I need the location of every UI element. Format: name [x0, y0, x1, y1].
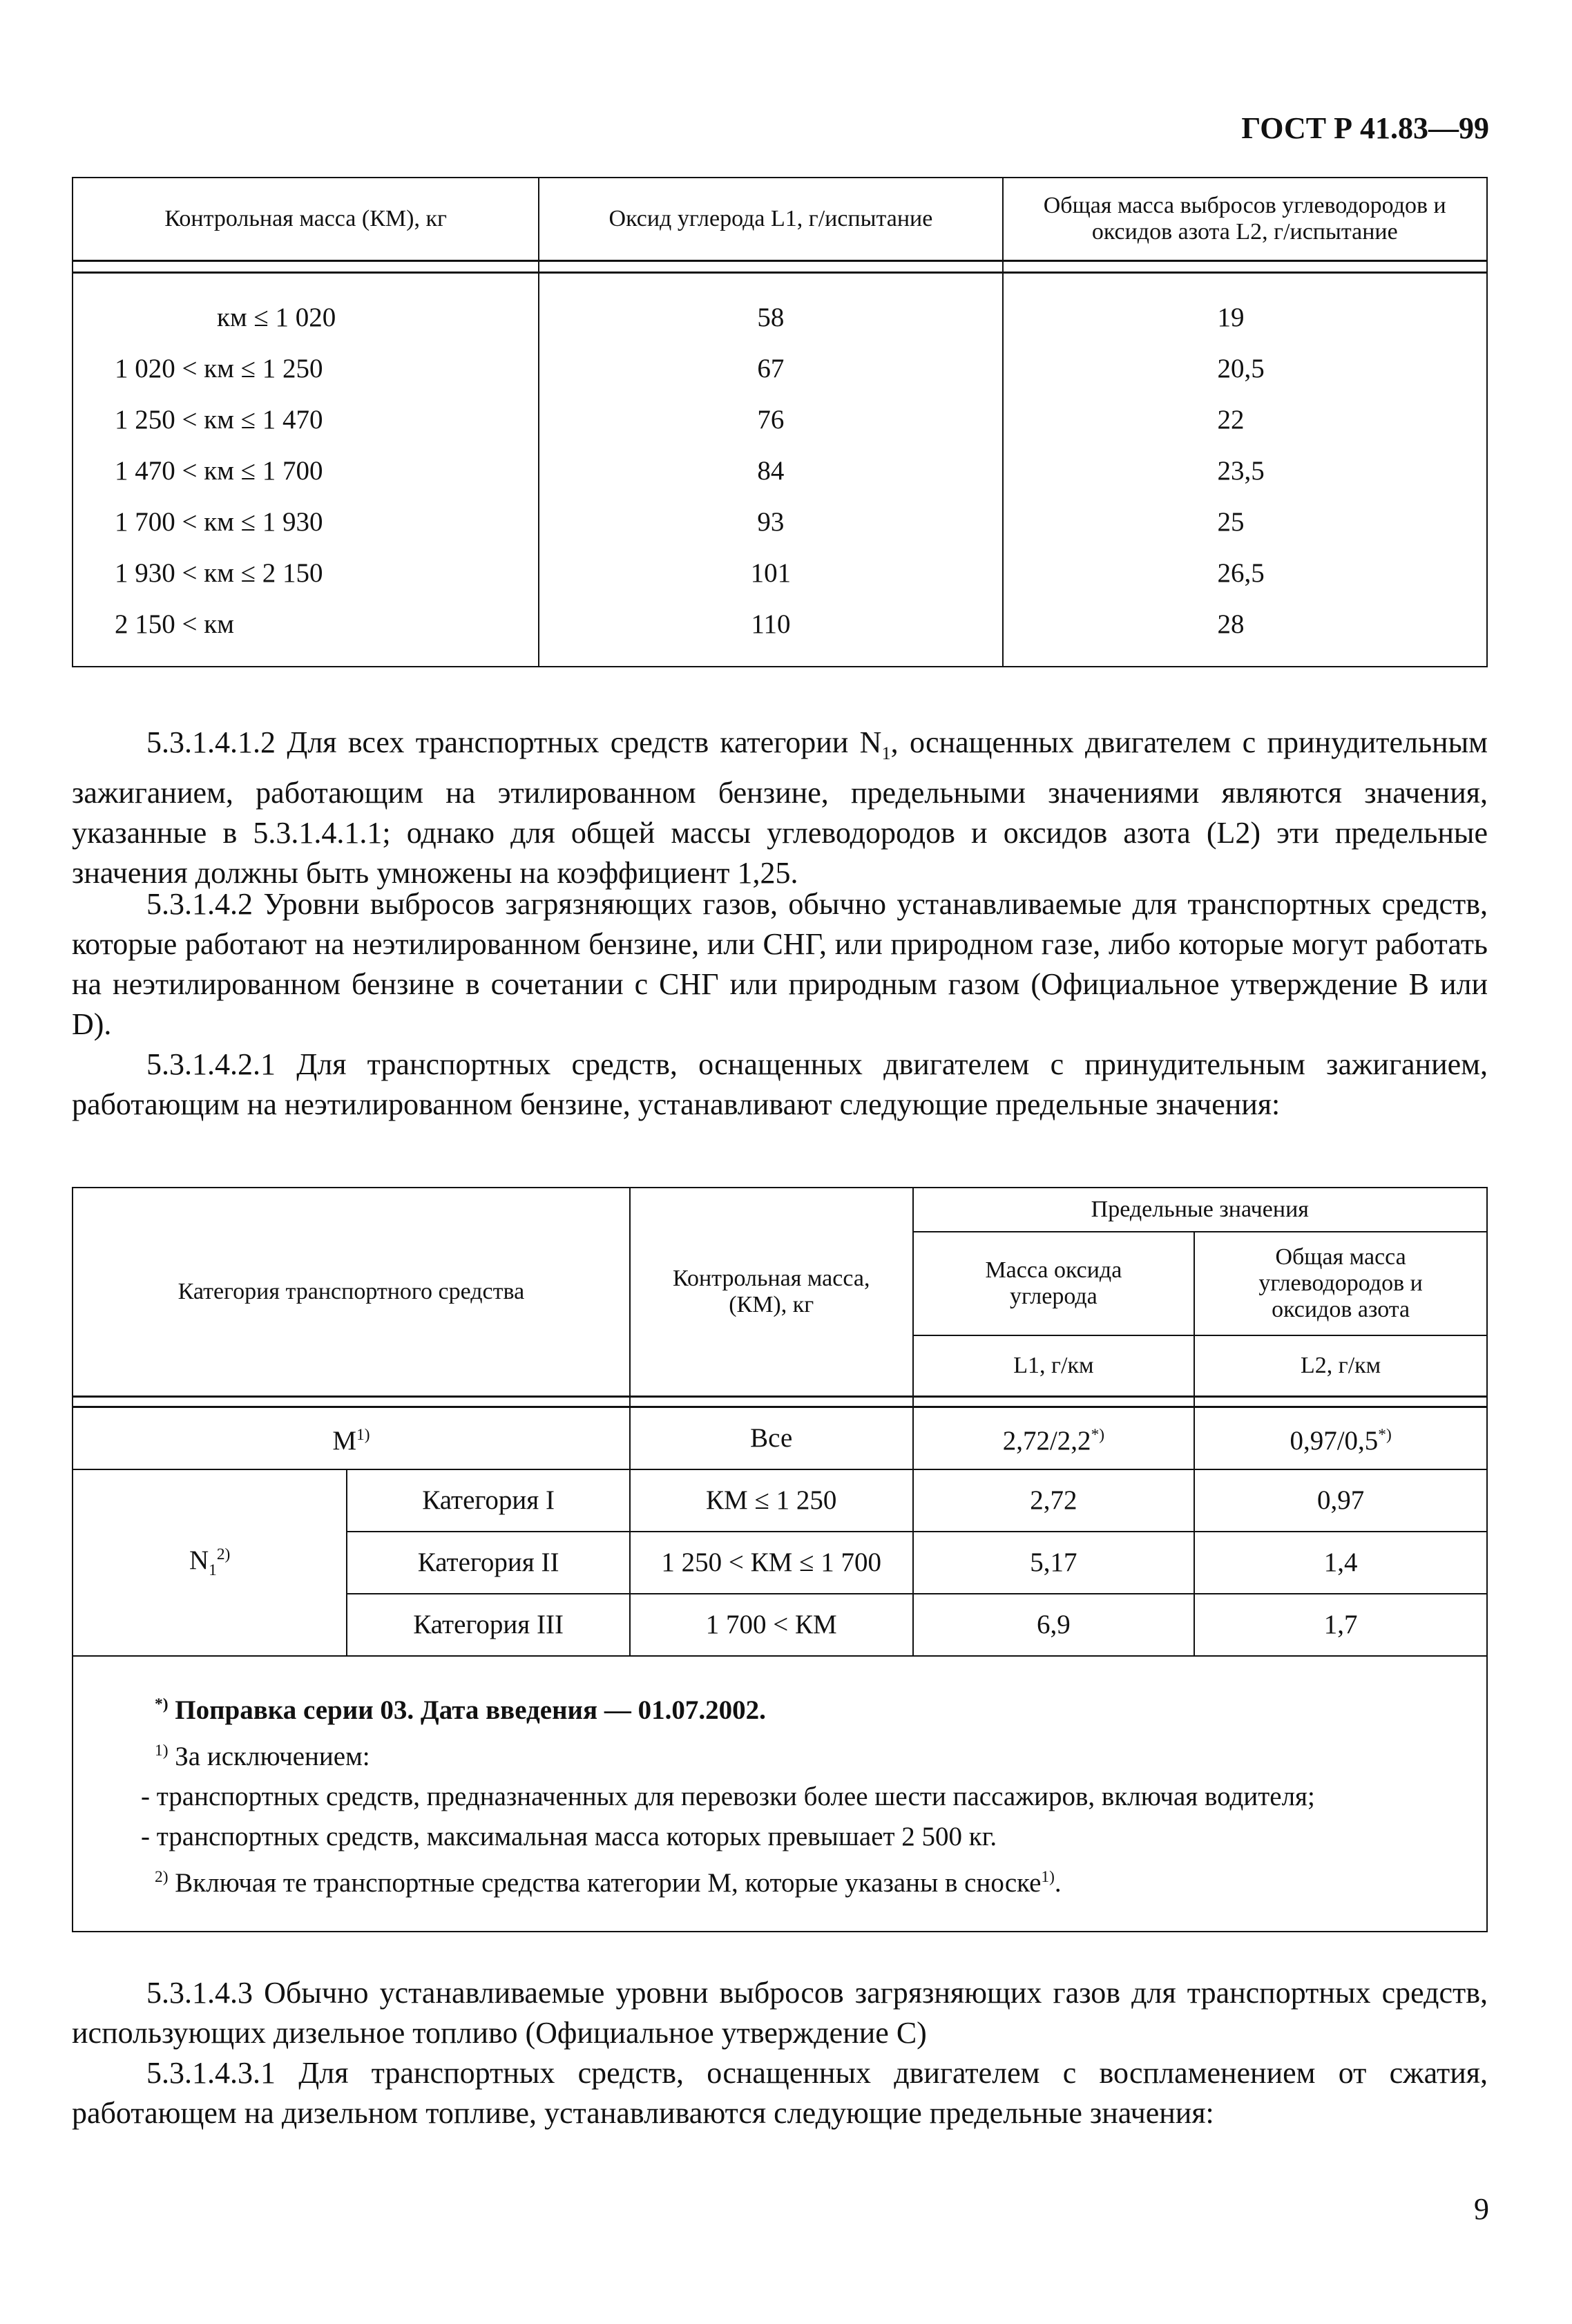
mass-limits-table: [72, 177, 1488, 667]
page-number: 9: [1474, 2192, 1489, 2226]
table1-cell: 25: [1003, 496, 1487, 547]
table1-cell: 19: [1003, 273, 1487, 343]
table2-cell: 1 250 < КМ ≤ 1 700: [630, 1532, 913, 1594]
paragraph-5-3-1-4-2: 5.3.1.4.2 Уровни выбросов загрязняющих газов, обычно устанавливаемые для транспортных средств, которые работают на неэтилированном бензине, или СНГ, или природном газе, либо которые могут работать на неэтилированном бензине в сочетании с СНГ или природным газом (Официальное утверждение В или D).: [72, 887, 1488, 1041]
footnote-ref: *): [1091, 1426, 1105, 1444]
footnote-2: [155, 1857, 1486, 1903]
table2-category-m: [73, 1407, 630, 1469]
table2-cell: Все: [630, 1407, 913, 1469]
table2-cell: 1,4: [1194, 1532, 1487, 1594]
table2-category-n1: [73, 1469, 347, 1656]
table2-cell: 5,17: [913, 1532, 1195, 1594]
footnote-text: За исключением:: [168, 1741, 370, 1771]
table2-cell: 1,7: [1194, 1594, 1487, 1656]
table1-cell: 67: [539, 343, 1002, 394]
table1-cell: 1 930 < км ≤ 2 150: [73, 547, 539, 598]
table2-cell: 6,9: [913, 1594, 1195, 1656]
footnote-mark: 2): [155, 1867, 169, 1886]
footnote-1: [155, 1731, 1486, 1777]
table1-cell: 84: [539, 445, 1002, 496]
subscript: 1: [209, 1561, 217, 1579]
paragraph-5-3-1-4-3-1: 5.3.1.4.3.1 Для транспортных средств, оснащенных двигателем с воспламенением от сжатия, работающем на дизельном топливе, устанавливаются следующие предельные значения:: [72, 2056, 1488, 2130]
footnote-ref: 1): [356, 1426, 370, 1444]
table2-cell: Категория I: [347, 1469, 630, 1532]
table1-cell: 93: [539, 496, 1002, 547]
table1-cell: 20,5: [1003, 343, 1487, 394]
subscript: 1: [881, 742, 891, 763]
table2-header-mass: Контрольная масса, (КМ), кг: [630, 1188, 913, 1396]
table1-cell: 1 700 < км ≤ 1 930: [73, 496, 539, 547]
table2-cell: 0,97: [1194, 1469, 1487, 1532]
footnote-mark: *): [155, 1695, 169, 1713]
table1-cell: 2 150 < км: [73, 598, 539, 667]
table1-header-hc: Общая масса выбросов углеводородов и оксидов азота L2, г/испытание: [1003, 178, 1487, 261]
table1-cell: 76: [539, 394, 1002, 445]
table2-cell: 2,72: [913, 1469, 1195, 1532]
table1-header-co: Оксид углерода L1, г/испытание: [539, 178, 1002, 261]
footnote-1-item: - транспортных средств, максимальная масса которых превышает 2 500 кг.: [141, 1821, 997, 1851]
footnote-ref: 1): [1041, 1867, 1055, 1886]
table1-cell: 58: [539, 273, 1002, 343]
table2-cell: [913, 1407, 1195, 1469]
table1-cell: 1 470 < км ≤ 1 700: [73, 445, 539, 496]
table2-cell: 1 700 < КМ: [630, 1594, 913, 1656]
cell-text: N: [189, 1545, 209, 1576]
standard-code-header: ГОСТ Р 41.83—99: [1241, 111, 1489, 145]
table1-cell: 26,5: [1003, 547, 1487, 598]
paragraph-5-3-1-4-2-1: 5.3.1.4.2.1 Для транспортных средств, оснащенных двигателем с принудительным зажиганием, работающим на неэтилированном бензине, устанавливают следующие предельные значения:: [72, 1047, 1488, 1121]
table2-header-category: Категория транспортного средства: [73, 1188, 630, 1396]
footnote-text: .: [1054, 1867, 1062, 1898]
cell-text: 0,97/0,5: [1290, 1426, 1379, 1456]
table2-footnotes: [73, 1656, 1487, 1932]
table2-header-co-unit: L1, г/км: [913, 1335, 1195, 1396]
footnote-text: Включая те транспортные средства категории М, которые указаны в сноске: [168, 1867, 1042, 1898]
footnote-1-item: - транспортных средств, предназначенных для перевозки более шести пассажиров, включая водителя;: [141, 1781, 1315, 1811]
table2-cell: Категория III: [347, 1594, 630, 1656]
paragraph-5-3-1-4-1-2: [72, 723, 1488, 893]
table1-cell: 110: [539, 598, 1002, 667]
paragraph-text: 5.3.1.4.1.2 Для всех транспортных средств категории N: [146, 725, 882, 759]
table2-cell: КМ ≤ 1 250: [630, 1469, 913, 1532]
table2-header-limits: Предельные значения: [913, 1188, 1487, 1232]
paragraph-text: , оснащенных двигателем с принудительным зажиганием, работающим на этилированном бензине, предельными значениями являются значения, указанные в 5.3.1.4.1.1; однако для общей массы углеводородов и оксидов азота (L2) эти предельные значения должны быть умножены на коэффициент 1,25.: [72, 725, 1488, 890]
table2-cell: Категория II: [347, 1532, 630, 1594]
table2-header-hc: Общая масса углеводородов и оксидов азота: [1194, 1232, 1487, 1335]
footnote-mark: 1): [155, 1741, 169, 1760]
table1-cell: км ≤ 1 020: [73, 273, 539, 343]
petrol-limits-table: [72, 1187, 1488, 1932]
table1-cell: 1 250 < км ≤ 1 470: [73, 394, 539, 445]
table1-header-mass: Контрольная масса (КМ), кг: [73, 178, 539, 261]
table1-cell: 101: [539, 547, 1002, 598]
table1-cell: 23,5: [1003, 445, 1487, 496]
cell-text: М: [332, 1426, 357, 1456]
table1-cell: 28: [1003, 598, 1487, 667]
table1-cell: 22: [1003, 394, 1487, 445]
footnote-amendment: [155, 1684, 1486, 1731]
table2-header-co: Масса оксида углерода: [913, 1232, 1195, 1335]
table1-cell: 1 020 < км ≤ 1 250: [73, 343, 539, 394]
cell-text: 2,72/2,2: [1002, 1426, 1091, 1456]
footnote-ref: *): [1378, 1426, 1392, 1444]
paragraph-5-3-1-4-3: 5.3.1.4.3 Обычно устанавливаемые уровни выбросов загрязняющих газов для транспортных средств, использующих дизельное топливо (Официальное утверждение С): [72, 1976, 1488, 2050]
footnote-ref: 2): [216, 1545, 231, 1564]
table2-cell: [1194, 1407, 1487, 1469]
table2-header-hc-unit: L2, г/км: [1194, 1335, 1487, 1396]
footnote-text: Поправка серии 03. Дата введения — 01.07.2002.: [168, 1695, 766, 1725]
